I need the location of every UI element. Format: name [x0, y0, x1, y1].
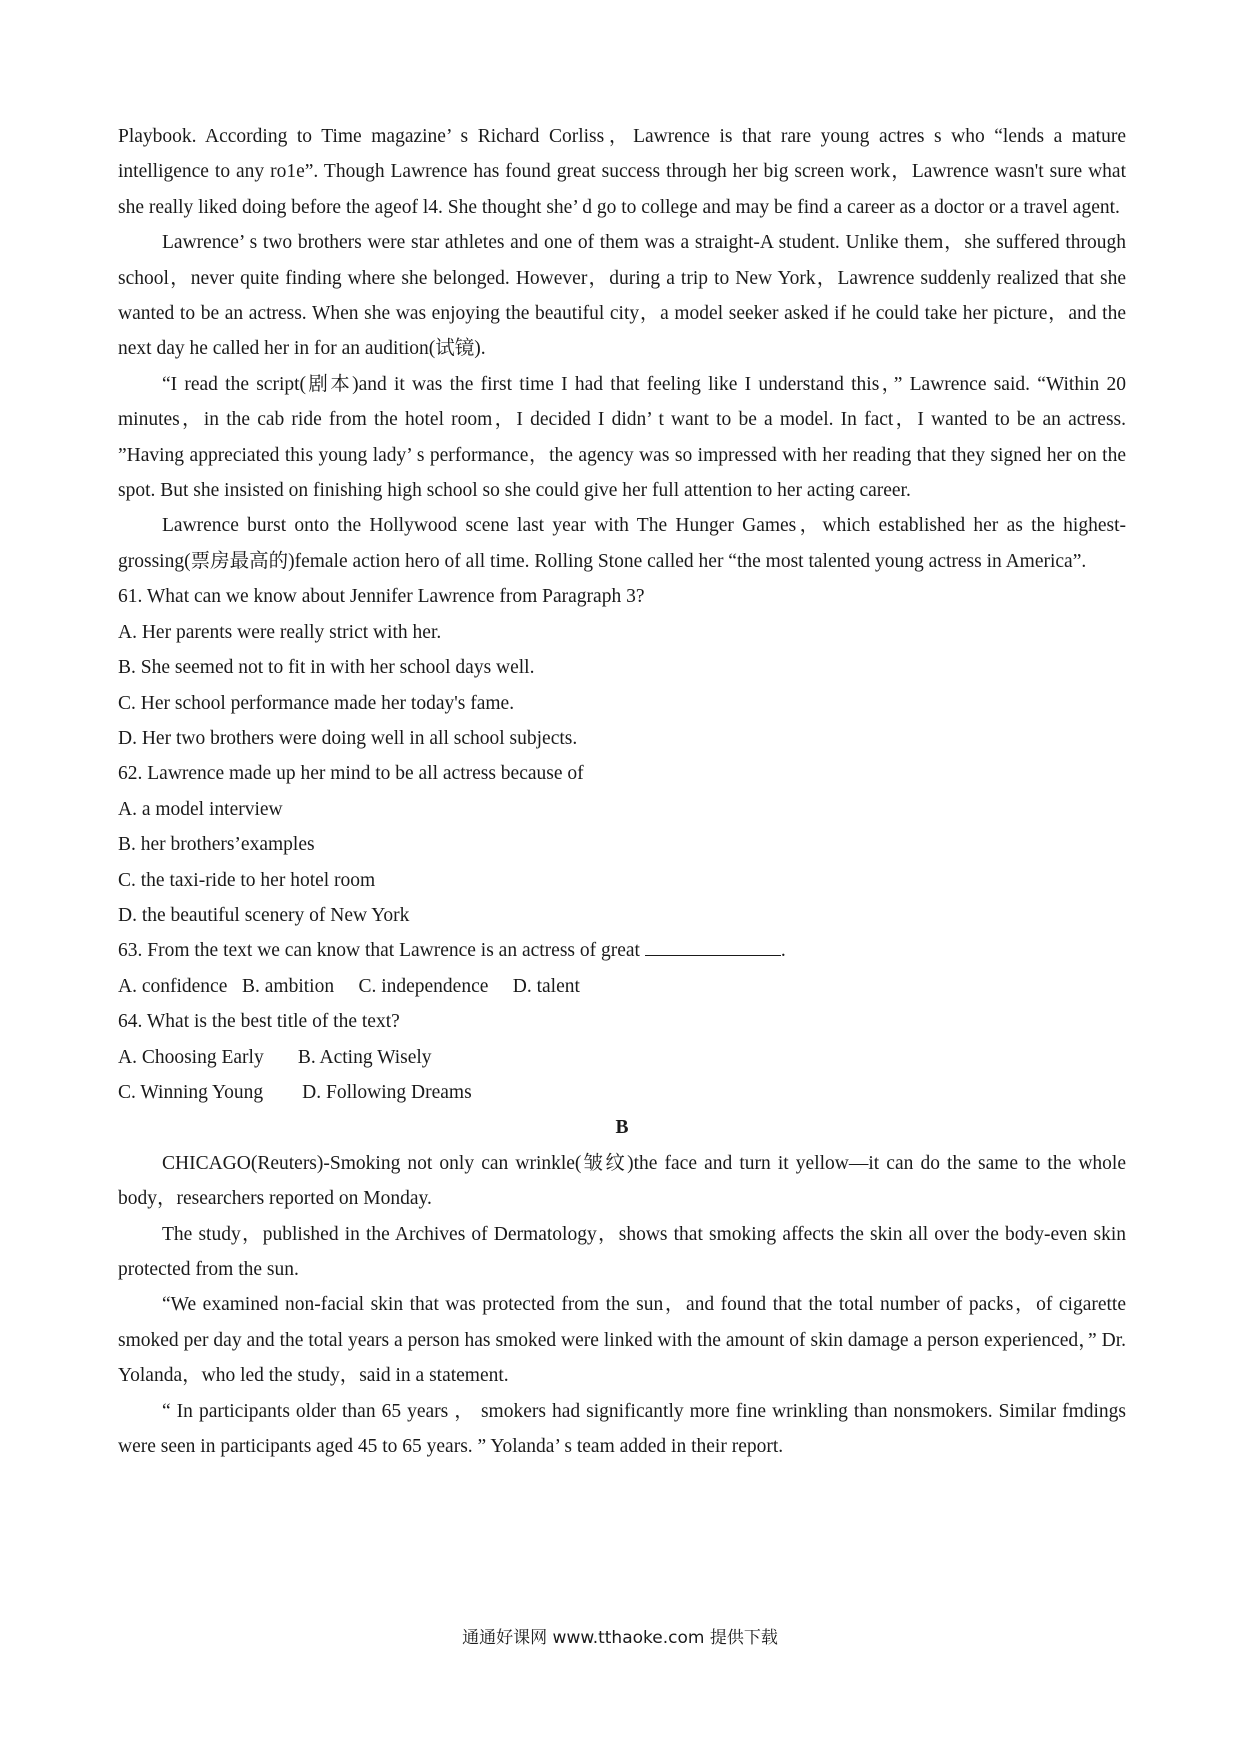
question-61-option-a: A. Her parents were really strict with her.	[118, 621, 442, 643]
question-64-options-row-1: A. Choosing Early B. Acting Wisely	[118, 1046, 432, 1068]
question-61-option-d: D. Her two brothers were doing well in all school subjects.	[118, 727, 578, 749]
question-64-stem: 64. What is the best title of the text?	[118, 1011, 400, 1033]
question-62-option-c: C. the taxi-ride to her hotel room	[118, 869, 376, 891]
passage-b-paragraph-1: CHICAGO(Reuters)-Smoking not only can wrinkle(皱纹)the face and turn it yellow—it can do the same to the whole body，researchers reported on Monday.	[118, 1152, 1126, 1210]
passage-b-title: B	[615, 1117, 629, 1139]
passage-b-paragraph-2: The study，published in the Archives of Dermatology，shows that smoking affects the skin all over the body-even skin protected from the sun.	[118, 1223, 1126, 1280]
question-62-stem: 62. Lawrence made up her mind to be all actress because of	[118, 763, 584, 785]
question-62-option-a: A. a model interview	[118, 798, 283, 820]
question-61-option-c: C. Her school performance made her today's fame.	[118, 692, 515, 714]
question-62-option-b: B. her brothers’examples	[118, 834, 315, 856]
question-61-option-b: B. She seemed not to fit in with her school days well.	[118, 657, 535, 679]
question-62-option-d: D. the beautiful scenery of New York	[118, 904, 410, 926]
question-63-line	[118, 933, 1126, 968]
question-63-options: A. confidence B. ambition C. independence D. talent	[118, 975, 580, 997]
answer-blank	[645, 937, 781, 956]
document-page	[118, 119, 1126, 1464]
passage-a-paragraph-4: Lawrence burst onto the Hollywood scene last year with The Hunger Games，which established her as the highest-grossing(票房最高的)female action hero of all time. Rolling Stone called her “the most talented young actress in America”.	[118, 515, 1126, 572]
question-63-stem: 63. From the text we can know that Lawrence is an actress of great	[118, 940, 640, 962]
question-64-options-row-2: C. Winning Young D. Following Dreams	[118, 1081, 472, 1103]
passage-a-paragraph-1: Playbook. According to Time magazine’ s Richard Corliss，Lawrence is that rare young actres s who “lends a mature intelligence to any ro1e”. Though Lawrence has found great success through her big screen work，Lawrence wasn't sure what she really liked doing before the ageof l4. She thought she’ d go to college and may be find a career as a doctor or a travel agent.	[118, 126, 1126, 218]
passage-a-paragraph-2: Lawrence’ s two brothers were star athletes and one of them was a straight-A student. Unlike them，she suffered through school，never quite finding where she belonged. However，during a trip to New York，Lawrence suddenly realized that she wanted to be an actress. When she was enjoying the beautiful city，a model seeker asked if he could take her picture，and the next day he called her in for an audition(试镜).	[118, 232, 1126, 360]
page-footer: 通通好课网 www.tthaoke.com 提供下载	[462, 1628, 778, 1648]
question-61-stem: 61. What can we know about Jennifer Lawrence from Paragraph 3?	[118, 586, 645, 608]
passage-a-paragraph-3: “I read the script(剧本)and it was the first time I had that feeling like I understand this，” Lawrence said. “Within 20 minutes，in the cab ride from the hotel room，I decided I didn’ t want to be a model. In fact，I wanted to be an actress. ”Having appreciated this young lady’ s performance，the agency was so impressed with her reading that they signed her on the spot. But she insisted on finishing high school so she could give her full attention to her acting career.	[118, 373, 1126, 502]
question-63-stem-end: .	[780, 940, 786, 962]
passage-b-paragraph-3: “We examined non-facial skin that was protected from the sun，and found that the total number of packs，of cigarette smoked per day and the total years a person has smoked were linked with the amount of skin damage a person experienced，” Dr. Yolanda，who led the study，said in a statement.	[118, 1294, 1126, 1387]
passage-b-paragraph-4: “ In participants older than 65 years ， smokers had significantly more fine wrinkling than nonsmokers. Similar fmdings were seen in participants aged 45 to 65 years. ” Yolanda’ s team added in their report.	[118, 1400, 1126, 1458]
